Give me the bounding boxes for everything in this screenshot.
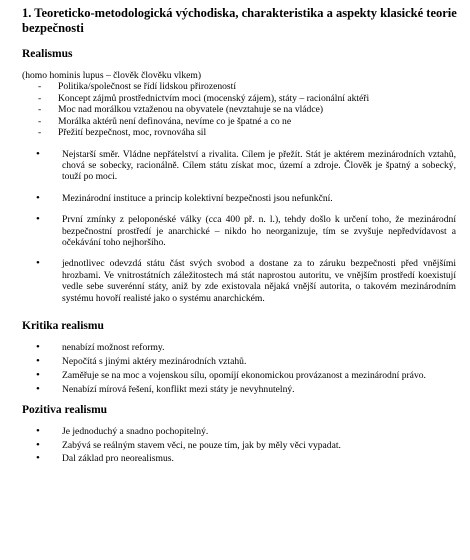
realismus-dash-list [22,81,460,139]
bullet-item-text: Nepočítá s jinými aktéry mezinárodních vztahů. [62,355,247,367]
dash-marker: - [38,92,42,104]
dash-item-text: Přežití bezpečnost, moc, rovnováha sil [58,127,207,138]
bullet-marker: • [36,382,40,395]
bullet-item-text: Nenabízí mírová řešení, konflikt mezi státy je nevyhnutelný. [62,383,295,395]
bullet-list-item [36,257,460,304]
bullet-marker: • [36,368,40,381]
bullet-item-text: Mezinárodní instituce a princip kolektivní bezpečnosti jsou nefunkční. [62,192,333,204]
dash-item-text: Morálka aktérů není definována, nevíme co je špatné a co ne [58,115,292,127]
bullet-list-item [36,213,460,248]
dash-marker: - [38,127,42,138]
bullet-marker: • [36,354,40,367]
realismus-bullet-list [22,149,460,304]
bullet-list-item [36,147,460,183]
bullet-marker: • [36,213,40,226]
bullet-list-item [36,340,460,353]
bullet-list-item [36,191,460,204]
bullet-item-text: Dal základ pro neorealismus. [62,453,174,465]
dash-list-item [38,92,460,105]
dash-item-text: Politika/společnost se řídí lidskou přirozeností [58,81,236,92]
dash-list-item [38,115,460,128]
bullet-marker: • [36,438,40,451]
bullet-marker: • [36,147,40,160]
document-title: 1. Teoreticko-metodologická východiska, charakteristika a aspekty klasické teorie bezpečnosti [22,6,457,35]
bullet-list-item [36,452,460,465]
bullet-list-item [36,438,460,451]
section-heading-pozitiva: Pozitiva realismu [22,403,108,416]
bullet-item-text: Zaměřuje se na moc a vojenskou sílu, opomíjí ekonomickou provázanost a mezinárodní právo. [62,369,426,381]
bullet-item-text: Zabývá se reálným stavem věci, ne pouze tím, jak by měly věci vypadat. [62,439,341,451]
section-heading-kritika: Kritika realismu [22,319,104,332]
section-heading-realismus: Realismus [22,48,73,60]
dash-marker: - [38,81,42,92]
bullet-list-item [36,382,460,395]
dash-list-item [38,104,460,116]
dash-marker: - [38,115,42,127]
kritika-bullet-list [22,342,460,395]
dash-item-text: Koncept zájmů prostřednictvím moci (mocenský zájem), státy – racionální aktéři [58,92,370,104]
bullet-list-item [36,354,460,367]
bullet-item-text: jednotlivec odevzdá státu část svých svobod a dostane za to záruku bezpečnosti před vnějšími hrozbami. Ve vnitrostátních záležitostech má stát naprostou autoritu, ve vnějším prostředí koexistují vedle sebe suverénní státy, aniž by zde existovala nějaká vnější autorita, o takovém mezinárodním systému hovoří realisté jako o systému anarchickém. [62,258,456,304]
dash-list-item [38,127,460,139]
bullet-list-item [36,368,460,381]
realismus-intro: (homo hominis lupus – člověk člověku vlkem) [22,70,202,81]
bullet-marker: • [36,340,40,353]
bullet-list-item [36,424,460,437]
bullet-marker: • [36,257,40,270]
pozitiva-bullet-list [22,426,460,465]
bullet-marker: • [36,191,40,204]
dash-marker: - [38,104,42,115]
bullet-marker: • [36,452,40,465]
dash-list-item [38,81,460,93]
bullet-item-text: Je jednoduchý a snadno pochopitelný. [62,425,209,437]
bullet-item-text: nenabízí možnost reformy. [62,341,165,353]
bullet-marker: • [36,424,40,437]
dash-item-text: Moc nad morálkou vztaženou na obyvatele (nevztahuje se na vládce) [58,104,324,115]
bullet-item-text: Nejstarší směr. Vládne nepřátelství a rivalita. Cílem je přežít. Stát je aktérem mezinárodních vztahů, chová se sobecky, racionálně. Cílem státu získat moc, území a zdroje. Člověk je špatný a sobecký, touží po moci. [62,148,456,183]
bullet-item-text: První zmínky z peloponéské války (cca 400 př. n. l.), tehdy došlo k určení toho, že mezinárodní bezpečnostní prostředí je anarchické – nikdo ho neorganizuje, tím se zvyšuje nepředvídavost a očekávání toho nejhoršího. [62,214,456,248]
